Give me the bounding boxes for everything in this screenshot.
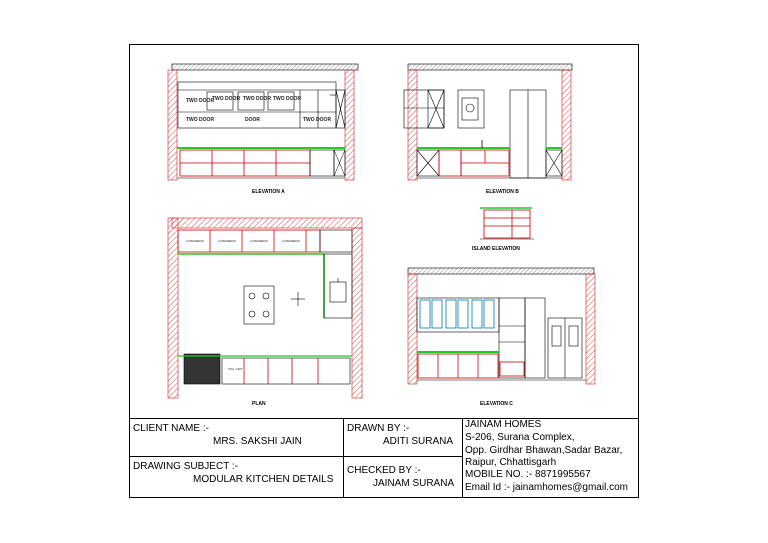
- elevation-b: [404, 64, 572, 195]
- svg-text:TWO DOOR: TWO DOOR: [273, 96, 302, 102]
- elevation-a-label: ELEVATION A: [252, 189, 285, 195]
- svg-text:2 DRAWERS: 2 DRAWERS: [250, 239, 268, 243]
- svg-text:DOOR: DOOR: [245, 117, 260, 123]
- company-address-line-1: S-206, Surana Complex,: [465, 432, 575, 443]
- elevation-a: [168, 64, 358, 195]
- title-block: [129, 418, 639, 498]
- plan-label: PLAN: [252, 401, 266, 407]
- svg-text:2 DRAWERS: 2 DRAWERS: [186, 239, 204, 243]
- checked-by-label: CHECKED BY :-: [347, 465, 421, 476]
- company-mobile: MOBILE NO. :- 8871995567: [465, 469, 591, 480]
- svg-text:TWO DOOR: TWO DOOR: [212, 96, 241, 102]
- svg-text:TWO DOOR: TWO DOOR: [186, 98, 215, 104]
- svg-text:TWO DOOR: TWO DOOR: [186, 117, 215, 123]
- company-address-line-2: Opp. Girdhar Bhawan,Sadar Bazar,: [465, 445, 623, 456]
- svg-text:TWO DOOR: TWO DOOR: [243, 96, 272, 102]
- company-name: JAINAM HOMES: [465, 419, 542, 430]
- elevation-b-label: ELEVATION B: [486, 189, 519, 195]
- svg-text:2 DRAWERS: 2 DRAWERS: [282, 239, 300, 243]
- island-elevation-label: ISLAND ELEVATION: [472, 246, 520, 252]
- svg-text:2 DRAWERS: 2 DRAWERS: [218, 239, 236, 243]
- company-email: Email Id :- jainamhomes@gmail.com: [465, 482, 628, 493]
- svg-text:TALL UNIT: TALL UNIT: [228, 367, 243, 371]
- island-elevation: [472, 208, 534, 252]
- drawn-by-label: DRAWN BY :-: [347, 423, 410, 434]
- company-address-line-3: Raipur, Chhattisgarh: [465, 457, 557, 468]
- elevation-c-label: ELEVATION C: [480, 401, 513, 407]
- client-name-value: MRS. SAKSHI JAIN: [213, 436, 302, 447]
- plan-view: [168, 218, 362, 407]
- drawing-subject-value: MODULAR KITCHEN DETAILS: [193, 474, 334, 485]
- drawn-by-value: ADITI SURANA: [383, 436, 454, 447]
- drawing-subject-label: DRAWING SUBJECT :-: [133, 461, 239, 472]
- svg-text:TWO DOOR: TWO DOOR: [303, 117, 332, 123]
- checked-by-value: JAINAM SURANA: [373, 478, 455, 489]
- elevation-c: [408, 268, 595, 407]
- client-name-label: CLIENT NAME :-: [133, 423, 209, 434]
